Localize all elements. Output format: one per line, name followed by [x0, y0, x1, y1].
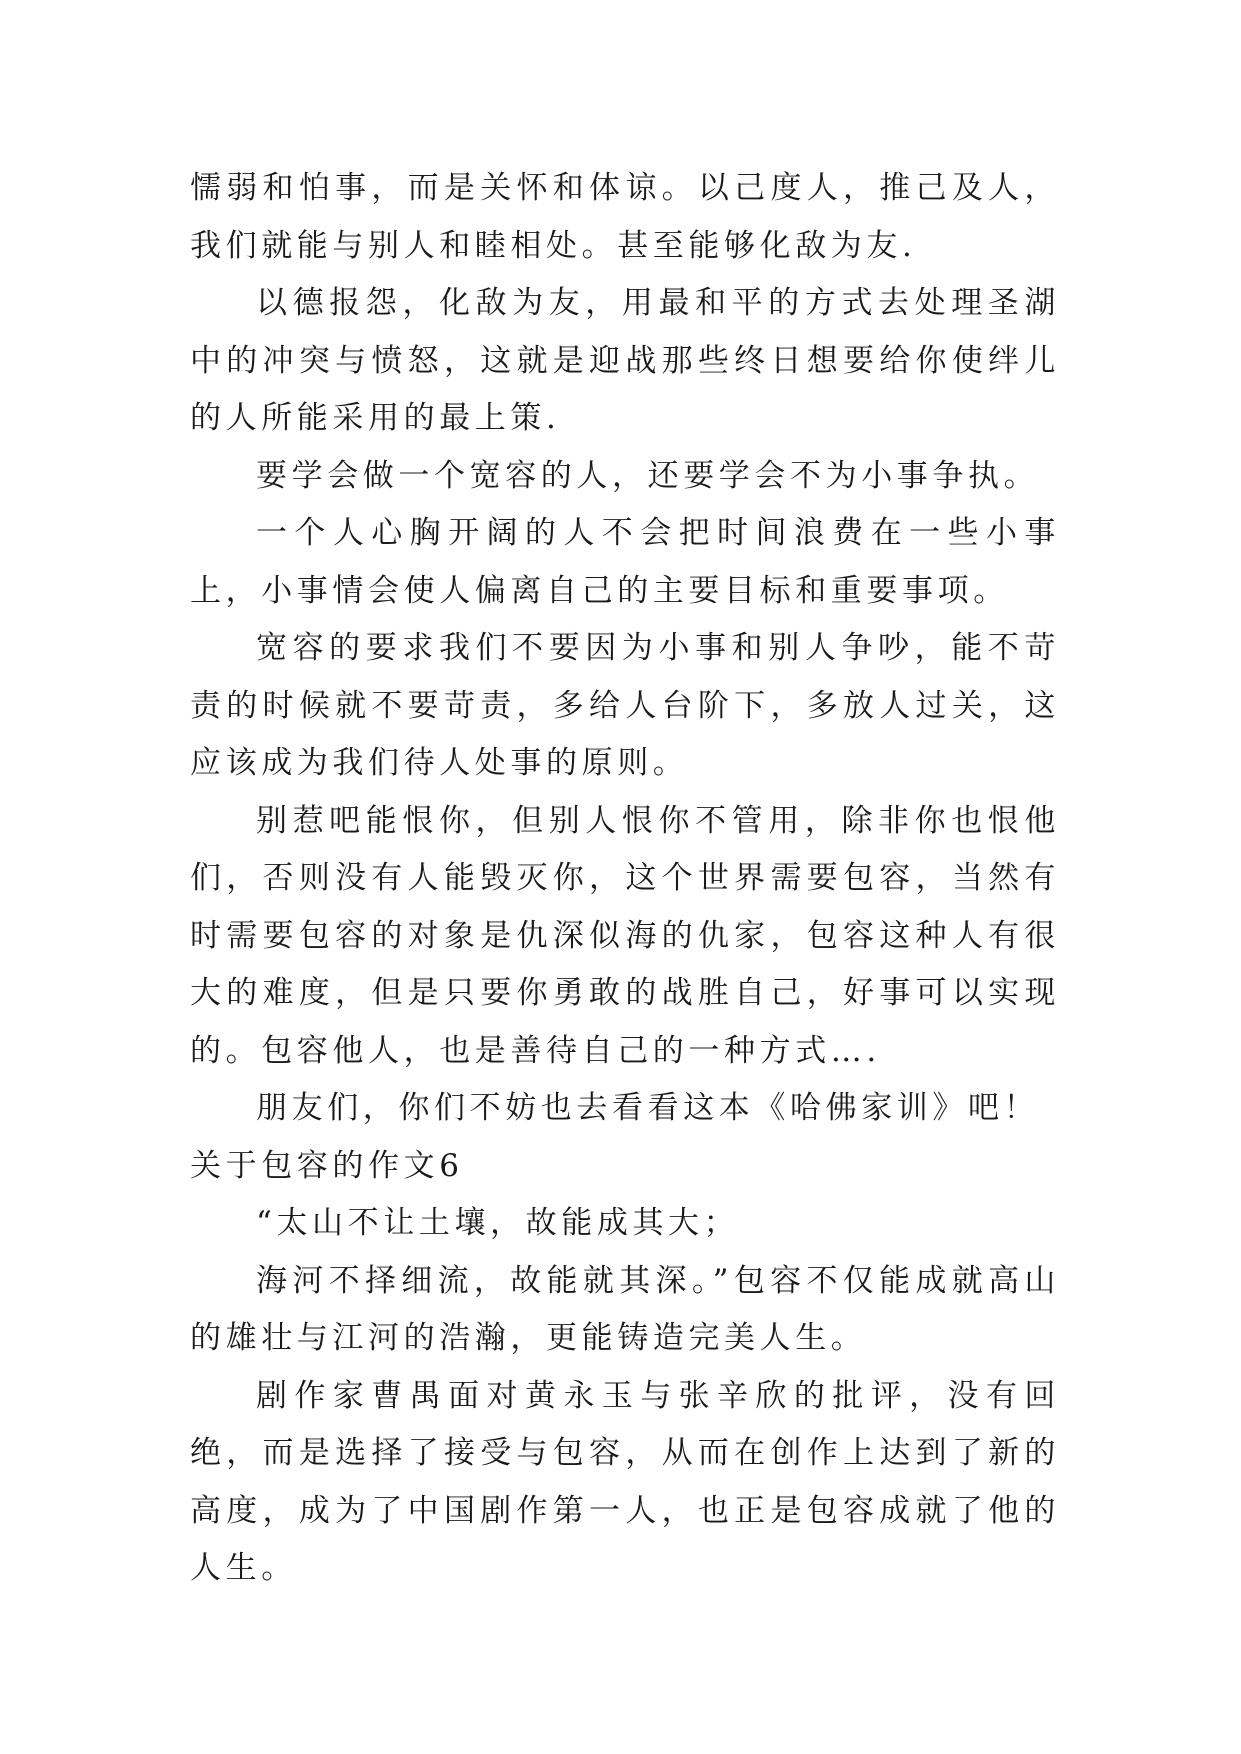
paragraph: 以德报怨，化敌为友，用最和平的方式去处理圣湖中的冲突与愤怒，这就是迎战那些终日想要给你使绊儿的人所能采用的最上策.	[190, 285, 1060, 436]
section-heading: 关于包容的作文6	[190, 1147, 464, 1184]
paragraph: 懦弱和怕事，而是关怀和体谅。以己度人，推己及人，我们就能与别人和睦相处。甚至能够化敌为友.	[190, 170, 1060, 264]
paragraph: 朋友们，你们不妨也去看看这本《哈佛家训》吧！	[256, 1090, 1040, 1126]
document-body	[190, 160, 1060, 1598]
paragraph: 一个人心胸开阔的人不会把时间浪费在一些小事上，小事情会使人偏离自己的主要目标和重要事项。	[190, 515, 1060, 609]
paragraph: 剧作家曹禺面对黄永玉与张辛欣的批评，没有回绝，而是选择了接受与包容，从而在创作上达到了新的高度，成为了中国剧作第一人，也正是包容成就了他的人生。	[190, 1377, 1060, 1586]
paragraph: “太山不让土壤，故能成其大；	[256, 1205, 740, 1241]
paragraph: 宽容的要求我们不要因为小事和别人争吵，能不苛责的时候就不要苛责，多给人台阶下，多放人过关，这应该成为我们待人处事的原则。	[190, 630, 1060, 781]
paragraph: 海河不择细流，故能就其深。”包容不仅能成就高山的雄壮与江河的浩瀚，更能铸造完美人生。	[190, 1262, 1060, 1356]
paragraph: 别惹吧能恨你，但别人恨你不管用，除非你也恨他们，否则没有人能毁灭你，这个世界需要包容，当然有时需要包容的对象是仇深似海的仇家，包容这种人有很大的难度，但是只要你勇敢的战胜自己，好事可以实现的。包容他人，也是善待自己的一种方式….	[190, 802, 1060, 1069]
paragraph: 要学会做一个宽容的人，还要学会不为小事争执。	[256, 457, 1040, 494]
